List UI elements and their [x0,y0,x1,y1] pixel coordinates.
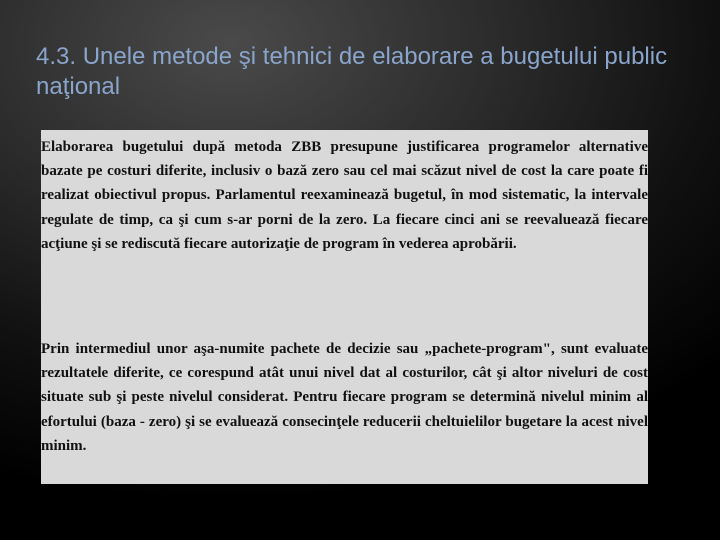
paragraph-decision-packages: Prin intermediul unor aşa-numite pachete de decizie sau „pachete-program", sunt evaluate rezultatele diferite, ce corespund atât unui nivel dat al costurilor, cât şi altor niveluri de cost situate sub şi peste nivelul considerat. Pentru fiecare program se determină nivelul minim al efortului (baza - zero) şi se evaluează consecinţele reducerii cheltuielilor bugetare la acest nivel minim. [41,341,648,454]
slide-title: 4.3. Unele metode şi tehnici de elaborare a bugetului public naţional [36,43,668,100]
paragraph-zbb-method: Elaborarea bugetului după metoda ZBB presupune justificarea programelor alternative bazate pe costuri diferite, inclusiv o bază zero sau cel mai scăzut nivel de cost la care poate fi realizat obiectivul propus. Parlamentul reexaminează bugetul, în mod sistematic, la intervale regulate de timp, ca şi cum s-ar porni de la zero. La fiecare cinci ani se reevaluează fiecare acţiune şi se rediscută fiecare autorizaţie de program în vederea aprobării. [41,139,648,252]
content-text-box [41,130,648,484]
